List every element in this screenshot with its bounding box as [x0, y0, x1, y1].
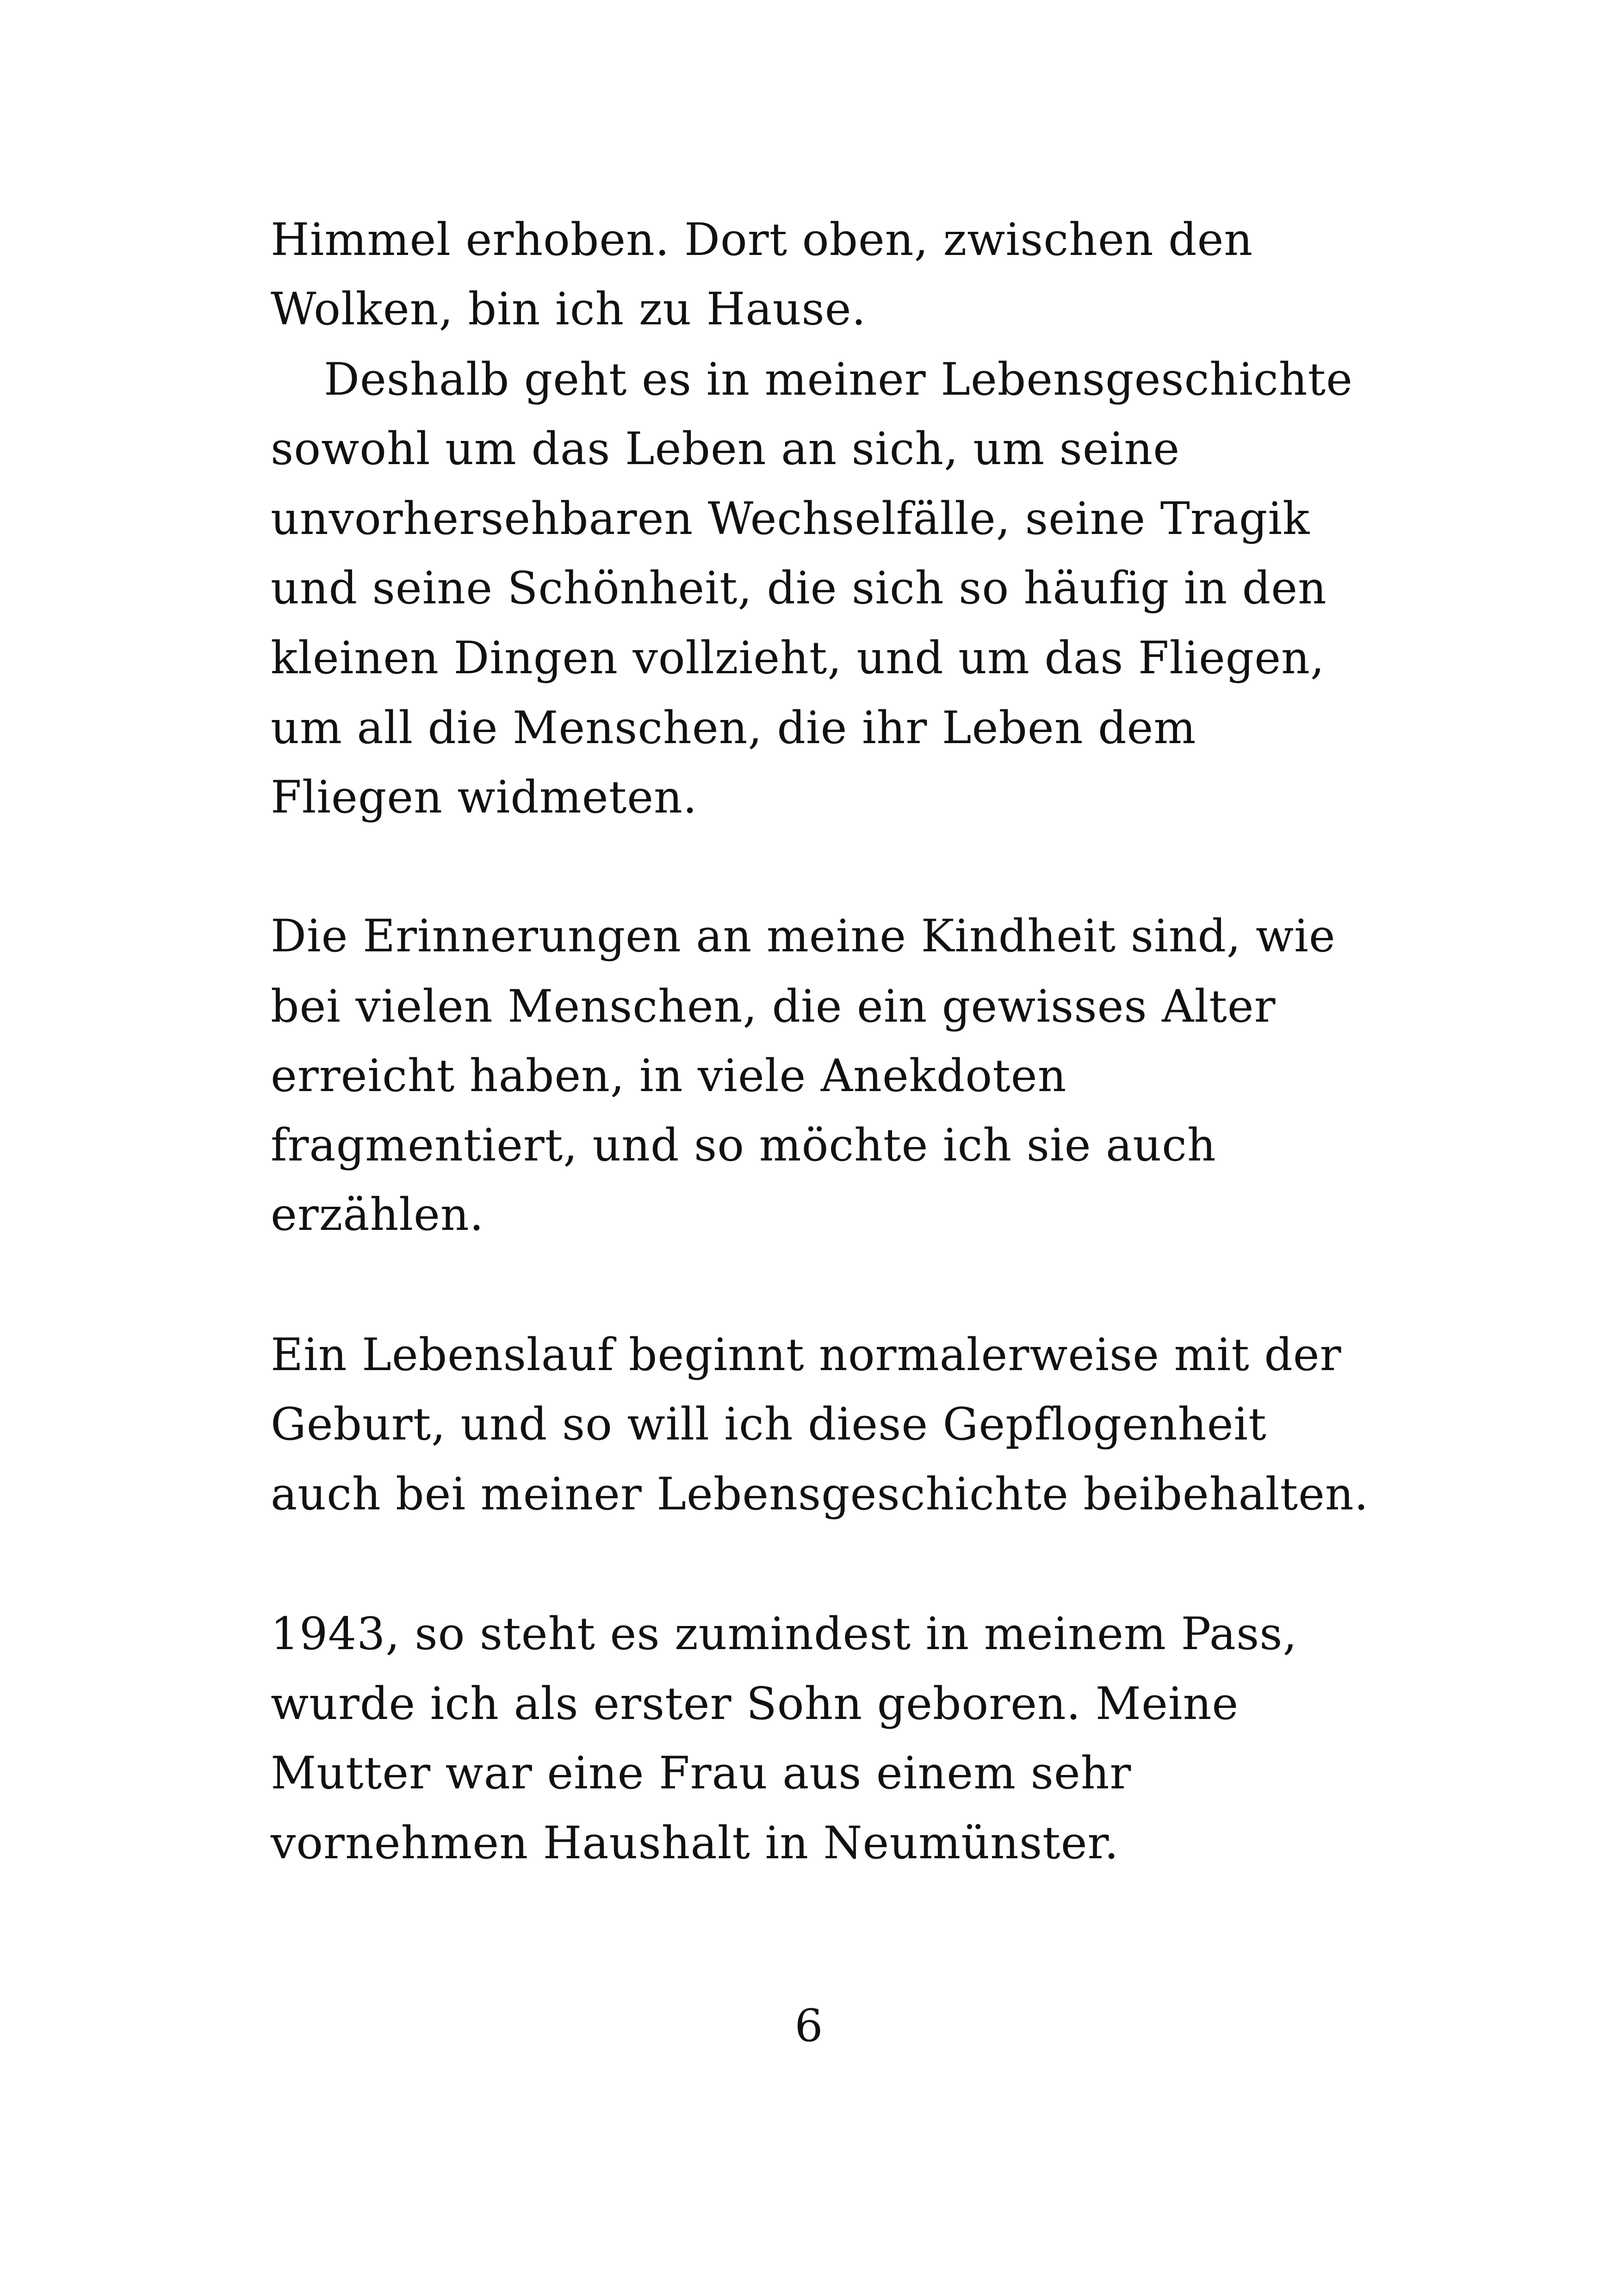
paragraph-5-line-1: 1943, so steht es zumindest in meinem Pass,: [271, 1608, 1298, 1660]
paragraph-3-line-4: fragmentiert, und so möchte ich sie auch: [271, 1119, 1216, 1171]
paragraph-2-line-3: unvorhersehbaren Wechselfälle, seine Tragik: [271, 493, 1310, 545]
paragraph-1-line-1: Himmel erhoben. Dort oben, zwischen den: [271, 214, 1253, 266]
paragraph-3-line-5: erzählen.: [271, 1189, 484, 1241]
paragraph-4-line-2: Geburt, und so will ich diese Gepflogenheit: [271, 1398, 1267, 1450]
paragraph-1-line-2: Wolken, bin ich zu Hause.: [271, 283, 867, 335]
paragraph-3-line-2: bei vielen Menschen, die ein gewisses Alter: [271, 980, 1276, 1032]
paragraph-5-line-3: Mutter war eine Frau aus einem sehr: [271, 1747, 1132, 1799]
paragraph-2-line-1: Deshalb geht es in meiner Lebensgeschichte: [324, 354, 1353, 405]
paragraph-2-line-5: kleinen Dingen vollzieht, und um das Fliegen,: [271, 632, 1325, 684]
paragraph-4-line-3: auch bei meiner Lebensgeschichte beibehalten.: [271, 1468, 1369, 1520]
paragraph-2-line-6: um all die Menschen, die ihr Leben dem: [271, 702, 1196, 754]
paragraph-3-line-1: Die Erinnerungen an meine Kindheit sind, wie: [271, 910, 1336, 962]
paragraph-2-line-4: und seine Schönheit, die sich so häufig in den: [271, 562, 1327, 614]
paragraph-2-line-2: sowohl um das Leben an sich, um seine: [271, 423, 1180, 475]
paragraph-5-line-4: vornehmen Haushalt in Neumünster.: [271, 1817, 1119, 1869]
paragraph-5-line-2: wurde ich als erster Sohn geboren. Meine: [271, 1678, 1239, 1730]
paragraph-2-line-7: Fliegen widmeten.: [271, 771, 698, 823]
paragraph-4-line-1: Ein Lebenslauf beginnt normalerweise mit der: [271, 1329, 1342, 1381]
page-number: 6: [794, 2000, 824, 2052]
paragraph-3-line-3: erreicht haben, in viele Anekdoten: [271, 1050, 1067, 1102]
